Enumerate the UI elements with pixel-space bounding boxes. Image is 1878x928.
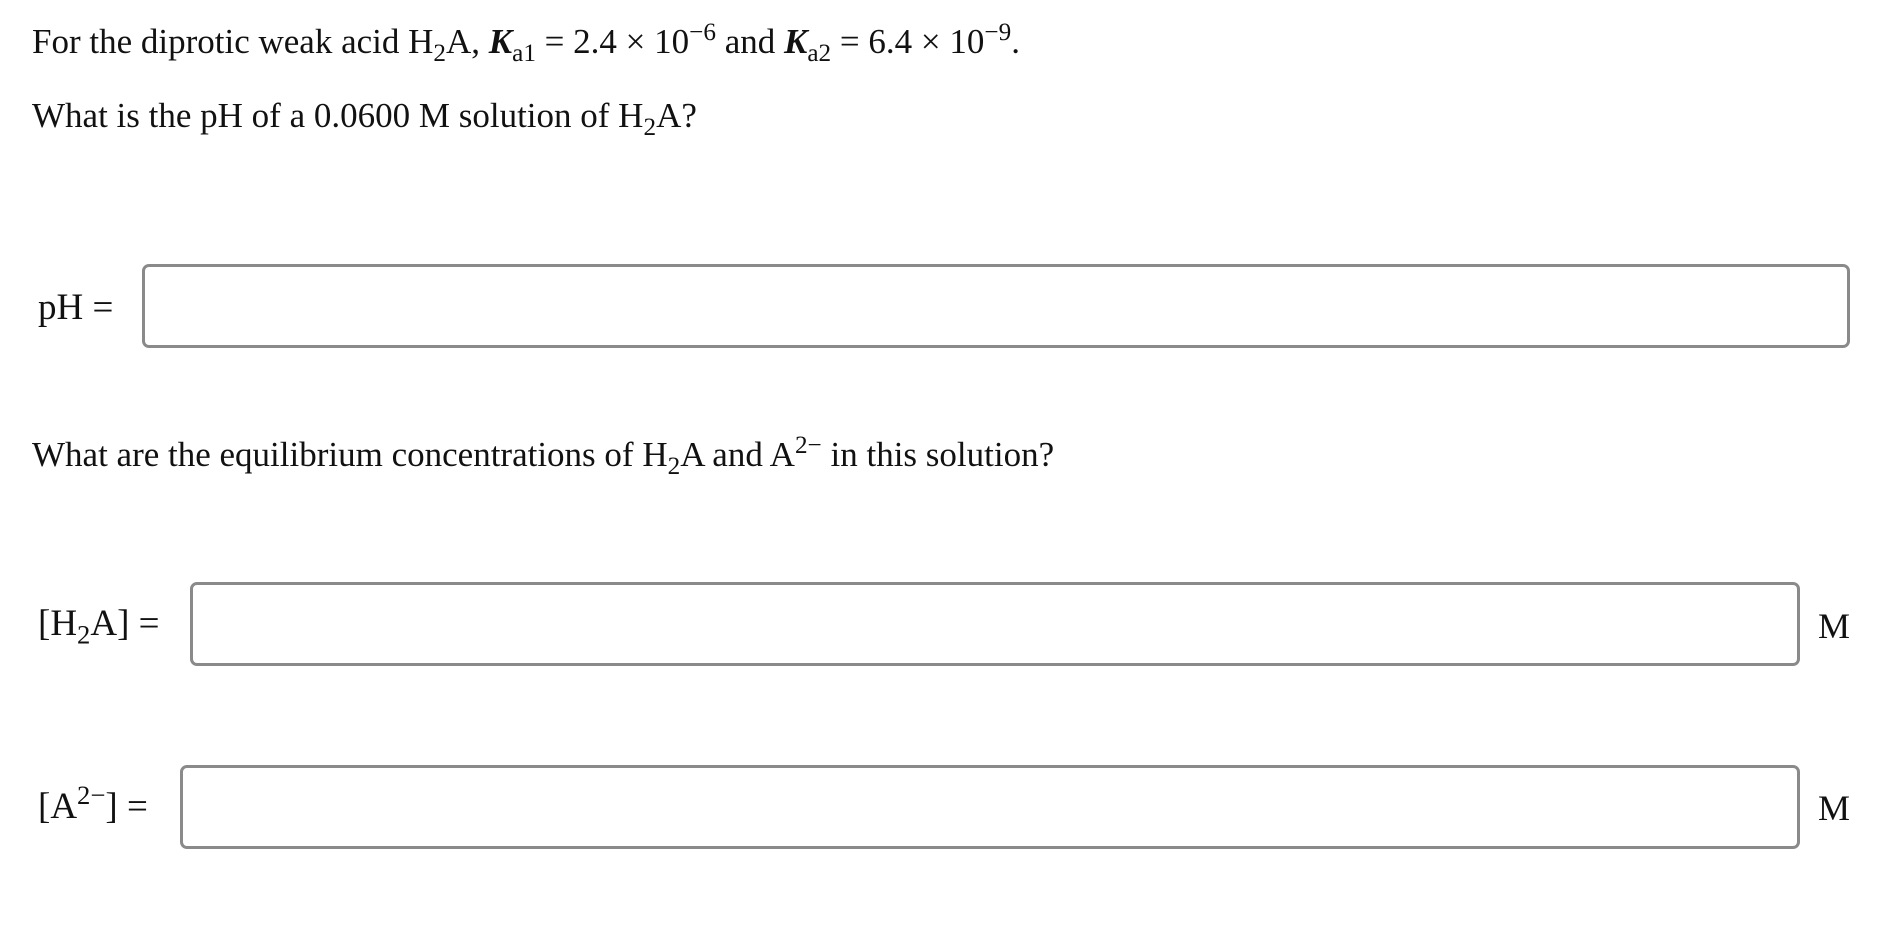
- h2a-label: [38, 602, 160, 650]
- question-intro: [32, 18, 1020, 68]
- conc-prompt-prefix: What are the equilibrium concentrations of H: [32, 435, 668, 474]
- conc-prompt-suffix: in this solution?: [821, 435, 1055, 474]
- ka1-value: = 2.4 × 10: [535, 22, 690, 61]
- concentrations-prompt: [32, 431, 1055, 481]
- h2a-label-prefix: [H: [38, 603, 78, 644]
- ka2-subscript: a2: [807, 40, 832, 68]
- a2-label: [38, 780, 148, 829]
- conc-prompt-subscript: 2: [667, 453, 681, 481]
- a2-label-superscript: 2−: [77, 780, 106, 811]
- conc-prompt-superscript: 2−: [794, 431, 822, 459]
- intro-subscript: 2: [433, 40, 446, 68]
- ka2-value: = 6.4 × 10: [831, 22, 985, 61]
- ka1-subscript: a1: [512, 40, 536, 68]
- h2a-unit: M: [1818, 606, 1851, 646]
- a2-label-prefix: [A: [38, 786, 78, 827]
- ph-answer-box[interactable]: [142, 264, 1850, 348]
- intro-period: .: [1011, 22, 1020, 61]
- h2a-label-subscript: 2: [77, 619, 91, 650]
- ph-prompt-subscript: 2: [643, 114, 657, 142]
- intro-acid-suffix: A,: [446, 22, 489, 61]
- a2-answer-box[interactable]: [180, 765, 1800, 849]
- ph-prompt-suffix: A?: [656, 96, 697, 135]
- h2a-answer-box[interactable]: [190, 582, 1800, 666]
- conc-prompt-mid: A and A: [680, 435, 795, 474]
- ph-label: pH =: [38, 287, 114, 328]
- ka1-symbol: K: [488, 22, 513, 61]
- ph-input[interactable]: [145, 267, 1847, 345]
- ka2-symbol: K: [784, 22, 808, 61]
- and-text: and: [715, 22, 785, 61]
- ka1-exponent: −6: [689, 18, 716, 46]
- a2-unit: M: [1818, 788, 1851, 828]
- intro-prefix: For the diprotic weak acid H: [32, 22, 434, 61]
- h2a-label-suffix: A] =: [90, 603, 160, 644]
- a2-input[interactable]: [183, 768, 1797, 846]
- h2a-input[interactable]: [193, 585, 1797, 663]
- ph-prompt-prefix: What is the pH of a 0.0600 M solution of H: [32, 96, 644, 135]
- ph-prompt: [32, 94, 697, 142]
- a2-label-suffix: ] =: [105, 786, 148, 827]
- ka2-exponent: −9: [984, 18, 1012, 46]
